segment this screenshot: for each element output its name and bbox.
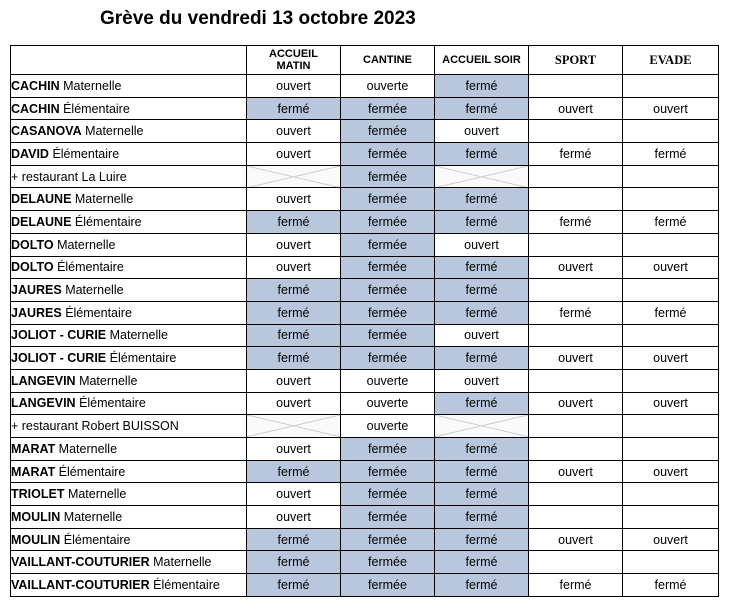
- sport-cell: ouvert: [529, 256, 623, 279]
- school-level: + restaurant Robert BUISSON: [11, 419, 179, 434]
- table-row: [11, 347, 719, 370]
- table-row: [11, 415, 719, 438]
- page-title: Grève du vendredi 13 octobre 2023: [100, 8, 416, 29]
- cross-out-icon: [435, 415, 528, 437]
- school-level: Maternelle: [53, 237, 116, 252]
- cantine-cell: fermée: [341, 483, 435, 506]
- evade-cell: fermé: [623, 143, 719, 166]
- sport-cell: fermé: [529, 211, 623, 234]
- cross-out-icon: [435, 166, 528, 188]
- accueil-matin-cell: fermé: [247, 97, 341, 120]
- accueil-matin-cell: ouvert: [247, 188, 341, 211]
- cantine-cell: fermée: [341, 120, 435, 143]
- cantine-cell: fermée: [341, 438, 435, 461]
- evade-cell: [623, 279, 719, 302]
- evade-cell: [623, 120, 719, 143]
- school-name-cell: [11, 120, 247, 143]
- accueil-soir-cell: fermé: [435, 211, 529, 234]
- school-name: DAVID: [11, 146, 49, 161]
- sport-cell: ouvert: [529, 347, 623, 370]
- school-name: MOULIN: [11, 509, 61, 524]
- school-name: CASANOVA: [11, 124, 82, 139]
- school-name: TRIOLET: [11, 487, 65, 502]
- table-row: [11, 551, 719, 574]
- header-accueil-soir: ACCUEIL SOIR: [435, 46, 529, 75]
- cantine-cell: ouverte: [341, 415, 435, 438]
- header-accueil-matin: ACCUEIL MATIN: [247, 46, 341, 75]
- school-level: Élémentaire: [59, 101, 130, 116]
- sport-cell: [529, 438, 623, 461]
- school-name: JOLIOT - CURIE: [11, 328, 107, 343]
- sport-cell: ouvert: [529, 460, 623, 483]
- evade-cell: [623, 188, 719, 211]
- school-level: Maternelle: [60, 509, 123, 524]
- school-name: JAURES: [11, 305, 62, 320]
- school-name: DELAUNE: [11, 214, 72, 229]
- evade-cell: ouvert: [623, 528, 719, 551]
- sport-cell: [529, 551, 623, 574]
- header-school: [11, 46, 247, 75]
- school-level: Maternelle: [81, 124, 144, 139]
- school-level: Maternelle: [61, 283, 124, 298]
- school-name-cell: [11, 551, 247, 574]
- table-header-row: [11, 46, 719, 75]
- school-level: Maternelle: [71, 192, 134, 207]
- accueil-matin-not-applicable: [247, 415, 341, 438]
- accueil-matin-cell: ouvert: [247, 233, 341, 256]
- evade-cell: [623, 415, 719, 438]
- school-name-cell: [11, 347, 247, 370]
- accueil-soir-cell: fermé: [435, 97, 529, 120]
- accueil-soir-cell: fermé: [435, 392, 529, 415]
- school-level: Maternelle: [55, 441, 118, 456]
- school-name-cell: [11, 279, 247, 302]
- table-row: [11, 301, 719, 324]
- sport-cell: ouvert: [529, 392, 623, 415]
- accueil-matin-cell: ouvert: [247, 392, 341, 415]
- cantine-cell: ouverte: [341, 369, 435, 392]
- school-level: Élémentaire: [48, 146, 120, 161]
- table-row: [11, 392, 719, 415]
- school-name: VAILLANT-COUTURIER: [11, 555, 150, 570]
- table-row: [11, 97, 719, 120]
- accueil-soir-cell: ouvert: [435, 369, 529, 392]
- evade-cell: [623, 506, 719, 529]
- school-name-cell: [11, 324, 247, 347]
- school-name-cell: [11, 97, 247, 120]
- school-name: DELAUNE: [11, 192, 72, 207]
- accueil-soir-cell: fermé: [435, 143, 529, 166]
- accueil-matin-cell: fermé: [247, 211, 341, 234]
- school-level: + restaurant La Luire: [11, 169, 127, 184]
- accueil-soir-cell: fermé: [435, 347, 529, 370]
- school-name-cell: [11, 75, 247, 98]
- school-name-cell: [11, 574, 247, 597]
- sport-cell: [529, 188, 623, 211]
- accueil-soir-cell: fermé: [435, 301, 529, 324]
- cross-out-icon: [247, 415, 340, 437]
- accueil-soir-cell: fermé: [435, 460, 529, 483]
- accueil-matin-cell: ouvert: [247, 438, 341, 461]
- cantine-cell: fermée: [341, 551, 435, 574]
- table-row: [11, 233, 719, 256]
- school-level: Maternelle: [149, 555, 212, 570]
- table-row: [11, 369, 719, 392]
- school-name-cell: [11, 188, 247, 211]
- accueil-soir-cell: fermé: [435, 256, 529, 279]
- accueil-soir-cell: ouvert: [435, 233, 529, 256]
- accueil-matin-cell: ouvert: [247, 483, 341, 506]
- accueil-matin-cell: fermé: [247, 324, 341, 347]
- sport-cell: ouvert: [529, 97, 623, 120]
- school-name-cell: [11, 211, 247, 234]
- sport-cell: fermé: [529, 301, 623, 324]
- school-name-cell: [11, 301, 247, 324]
- accueil-soir-cell: fermé: [435, 188, 529, 211]
- sport-cell: fermé: [529, 143, 623, 166]
- table-row: [11, 528, 719, 551]
- school-level: Élémentaire: [53, 260, 124, 275]
- sport-cell: [529, 120, 623, 143]
- evade-cell: fermé: [623, 301, 719, 324]
- school-name: JOLIOT - CURIE: [11, 351, 107, 366]
- accueil-matin-cell: ouvert: [247, 75, 341, 98]
- cantine-cell: fermée: [341, 347, 435, 370]
- sport-cell: fermé: [529, 574, 623, 597]
- evade-cell: ouvert: [623, 460, 719, 483]
- evade-cell: [623, 438, 719, 461]
- table-row: [11, 120, 719, 143]
- sport-cell: [529, 369, 623, 392]
- school-name: LANGEVIN: [11, 396, 76, 411]
- accueil-matin-cell: fermé: [247, 301, 341, 324]
- school-name-cell: [11, 233, 247, 256]
- cantine-cell: fermée: [341, 279, 435, 302]
- school-name-cell: [11, 415, 247, 438]
- school-level: Élémentaire: [106, 351, 177, 366]
- evade-cell: ouvert: [623, 97, 719, 120]
- cantine-cell: fermée: [341, 574, 435, 597]
- sport-cell: [529, 483, 623, 506]
- school-name: MOULIN: [11, 532, 61, 547]
- evade-cell: [623, 324, 719, 347]
- table-row: [11, 75, 719, 98]
- sport-cell: ouvert: [529, 528, 623, 551]
- school-name: DOLTO: [11, 237, 54, 252]
- table-row: [11, 279, 719, 302]
- accueil-soir-cell: fermé: [435, 506, 529, 529]
- accueil-soir-cell: ouvert: [435, 324, 529, 347]
- table-row: [11, 574, 719, 597]
- table-row: [11, 211, 719, 234]
- cantine-cell: fermée: [341, 256, 435, 279]
- school-name-cell: [11, 528, 247, 551]
- school-name: LANGEVIN: [11, 373, 76, 388]
- table-body: [11, 75, 719, 597]
- evade-cell: [623, 369, 719, 392]
- header-sport: SPORT: [529, 46, 623, 75]
- cantine-cell: fermée: [341, 301, 435, 324]
- school-level: Élémentaire: [61, 305, 132, 320]
- school-name: CACHIN: [11, 101, 60, 116]
- accueil-soir-cell: fermé: [435, 551, 529, 574]
- table-row: [11, 188, 719, 211]
- sport-cell: [529, 75, 623, 98]
- table-row: [11, 256, 719, 279]
- accueil-soir-cell: ouvert: [435, 120, 529, 143]
- accueil-matin-cell: ouvert: [247, 506, 341, 529]
- accueil-matin-cell: fermé: [247, 551, 341, 574]
- table-row: [11, 506, 719, 529]
- accueil-matin-cell: fermé: [247, 460, 341, 483]
- evade-cell: [623, 75, 719, 98]
- school-name-cell: [11, 438, 247, 461]
- table-row: [11, 324, 719, 347]
- table-row: [11, 438, 719, 461]
- cantine-cell: ouverte: [341, 75, 435, 98]
- cantine-cell: fermée: [341, 324, 435, 347]
- strike-schedule-table: [10, 45, 719, 597]
- school-level: Maternelle: [59, 78, 122, 93]
- school-name: MARAT: [11, 464, 56, 479]
- accueil-matin-cell: ouvert: [247, 369, 341, 392]
- accueil-soir-cell: fermé: [435, 483, 529, 506]
- table-row: [11, 165, 719, 188]
- school-name: DOLTO: [11, 260, 54, 275]
- cantine-cell: fermée: [341, 188, 435, 211]
- accueil-soir-cell: fermé: [435, 438, 529, 461]
- school-name: JAURES: [11, 283, 62, 298]
- cross-out-icon: [247, 166, 340, 188]
- sport-cell: [529, 415, 623, 438]
- school-level: Maternelle: [64, 487, 127, 502]
- evade-cell: [623, 165, 719, 188]
- school-level: Élémentaire: [60, 532, 131, 547]
- cantine-cell: fermée: [341, 528, 435, 551]
- table-row: [11, 143, 719, 166]
- evade-cell: [623, 233, 719, 256]
- sport-cell: [529, 324, 623, 347]
- evade-cell: [623, 551, 719, 574]
- cantine-cell: fermée: [341, 233, 435, 256]
- accueil-soir-cell: fermé: [435, 574, 529, 597]
- school-name-cell: [11, 392, 247, 415]
- evade-cell: ouvert: [623, 347, 719, 370]
- evade-cell: ouvert: [623, 392, 719, 415]
- school-name: MARAT: [11, 441, 56, 456]
- accueil-matin-cell: fermé: [247, 528, 341, 551]
- school-level: Élémentaire: [149, 577, 220, 592]
- school-level: Maternelle: [106, 328, 168, 343]
- school-name-cell: [11, 506, 247, 529]
- accueil-soir-not-applicable: [435, 165, 529, 188]
- accueil-matin-cell: ouvert: [247, 256, 341, 279]
- cantine-cell: ouverte: [341, 392, 435, 415]
- school-level: Élémentaire: [75, 396, 146, 411]
- sport-cell: [529, 506, 623, 529]
- accueil-matin-cell: fermé: [247, 347, 341, 370]
- school-name-cell: [11, 165, 247, 188]
- school-level: Maternelle: [75, 373, 138, 388]
- sport-cell: [529, 233, 623, 256]
- evade-cell: fermé: [623, 574, 719, 597]
- accueil-matin-not-applicable: [247, 165, 341, 188]
- accueil-matin-cell: fermé: [247, 574, 341, 597]
- cantine-cell: fermée: [341, 97, 435, 120]
- accueil-soir-cell: fermé: [435, 75, 529, 98]
- school-level: Élémentaire: [71, 214, 142, 229]
- school-name: VAILLANT-COUTURIER: [11, 577, 150, 592]
- accueil-matin-cell: ouvert: [247, 143, 341, 166]
- evade-cell: fermé: [623, 211, 719, 234]
- accueil-soir-not-applicable: [435, 415, 529, 438]
- accueil-soir-cell: fermé: [435, 279, 529, 302]
- cantine-cell: fermée: [341, 143, 435, 166]
- evade-cell: [623, 483, 719, 506]
- school-level: Élémentaire: [55, 464, 126, 479]
- school-name-cell: [11, 143, 247, 166]
- school-name-cell: [11, 369, 247, 392]
- school-name-cell: [11, 256, 247, 279]
- cantine-cell: fermée: [341, 460, 435, 483]
- cantine-cell: fermée: [341, 211, 435, 234]
- accueil-matin-cell: fermé: [247, 279, 341, 302]
- cantine-cell: fermée: [341, 165, 435, 188]
- accueil-soir-cell: fermé: [435, 528, 529, 551]
- sport-cell: [529, 165, 623, 188]
- accueil-matin-cell: ouvert: [247, 120, 341, 143]
- sport-cell: [529, 279, 623, 302]
- header-evade: EVADE: [623, 46, 719, 75]
- school-name: CACHIN: [11, 78, 60, 93]
- school-name-cell: [11, 483, 247, 506]
- table-row: [11, 460, 719, 483]
- cantine-cell: fermée: [341, 506, 435, 529]
- header-cantine: CANTINE: [341, 46, 435, 75]
- school-name-cell: [11, 460, 247, 483]
- evade-cell: ouvert: [623, 256, 719, 279]
- table-row: [11, 483, 719, 506]
